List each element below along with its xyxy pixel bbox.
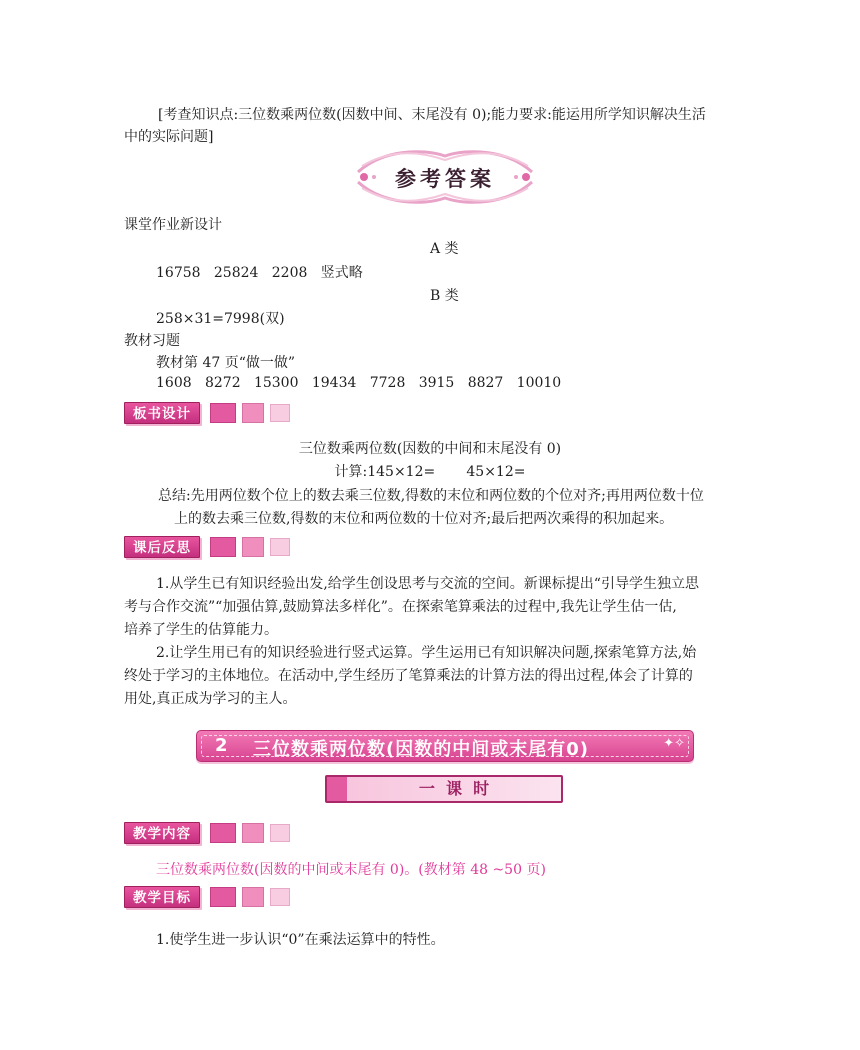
header-square-icon xyxy=(210,823,236,843)
teaching-goals-header xyxy=(124,886,290,908)
header-square-icon xyxy=(210,537,236,557)
board-design-summary-line2: 上的数去乘三位数,得数的末位和两位数的十位对齐;最后把两次乘得的积加起来。 xyxy=(174,511,674,527)
class-b-label: B 类 xyxy=(430,288,459,304)
teaching-content-label: 教学内容 xyxy=(124,822,200,844)
lesson-title: 一 课 时 xyxy=(418,779,490,798)
header-square-icon xyxy=(242,823,264,843)
lesson-banner xyxy=(325,775,563,803)
knowledge-note-line1: [考查知识点:三位数乘两位数(因数中间、末尾没有 0);能力要求:能运用所学知识解决生活 xyxy=(158,107,706,123)
reflection-p1-line3: 培养了学生的估算能力。 xyxy=(124,622,278,638)
class-a-label: A 类 xyxy=(430,241,459,257)
reflection-p1-line2: 考与合作交流”“加强估算,鼓励算法多样化”。在探索笔算乘法的过程中,我先让学生估一估, xyxy=(124,599,677,615)
board-design-header xyxy=(124,402,290,424)
teaching-goal-item-1: 1.使学生进一步认识“0”在乘法运算中的特性。 xyxy=(156,932,445,948)
star-icon: ✦✧ xyxy=(663,736,685,751)
section-banner xyxy=(196,730,694,762)
reflection-label: 课后反思 xyxy=(124,536,200,558)
reflection-p2-line1: 2.让学生用已有的知识经验进行竖式运算。学生运用已有知识解决问题,探索笔算方法,始 xyxy=(156,645,697,661)
section-title: 三位数乘两位数(因数的中间或末尾有0) xyxy=(253,739,589,760)
header-square-icon xyxy=(210,403,236,423)
header-square-icon xyxy=(210,887,236,907)
header-square-icon xyxy=(242,887,264,907)
header-square-icon xyxy=(242,403,264,423)
reflection-header xyxy=(124,536,290,558)
header-square-icon xyxy=(270,404,290,422)
board-design-title: 三位数乘两位数(因数的中间和末尾没有 0) xyxy=(298,441,562,457)
textbook-answers: 1608 8272 15300 19434 7728 3915 8827 10010 xyxy=(156,375,562,391)
knowledge-note-line2: 中的实际问题] xyxy=(124,129,214,145)
header-square-icon xyxy=(270,888,290,906)
teaching-content-text: 三位数乘两位数(因数的中间或末尾有 0)。(教材第 48 ~50 页) xyxy=(156,862,546,878)
answer-banner xyxy=(352,142,538,212)
teaching-content-header xyxy=(124,822,290,844)
textbook-heading: 教材习题 xyxy=(124,333,180,349)
reflection-p2-line2: 终处于学习的主体地位。在活动中,学生经历了笔算乘法的计算方法的得出过程,体会了计算的 xyxy=(124,668,693,684)
answer-banner-title: 参考答案 xyxy=(395,166,495,191)
textbook-page-ref: 教材第 47 页“做一做” xyxy=(156,355,296,371)
board-design-summary-line1: 总结:先用两位数个位上的数去乘三位数,得数的末位和两位数的个位对齐;再用两位数十位 xyxy=(158,488,704,504)
homework-heading: 课堂作业新设计 xyxy=(124,217,222,233)
board-design-label: 板书设计 xyxy=(124,402,200,424)
reflection-p1-line1: 1.从学生已有知识经验出发,给学生创设思考与交流的空间。新课标提出“引导学生独立思 xyxy=(156,576,699,592)
class-a-answers: 16758 25824 2208 竖式略 xyxy=(156,265,363,281)
header-square-icon xyxy=(270,538,290,556)
lesson-banner-tab xyxy=(327,777,347,801)
header-square-icon xyxy=(270,824,290,842)
board-design-calc: 计算:145×12= 45×12= xyxy=(334,464,526,480)
teaching-goals-label: 教学目标 xyxy=(124,886,200,908)
section-number: 2 xyxy=(215,735,228,756)
header-square-icon xyxy=(242,537,264,557)
reflection-p2-line3: 用处,真正成为学习的主人。 xyxy=(124,691,297,707)
class-b-answers: 258×31=7998(双) xyxy=(156,311,285,327)
